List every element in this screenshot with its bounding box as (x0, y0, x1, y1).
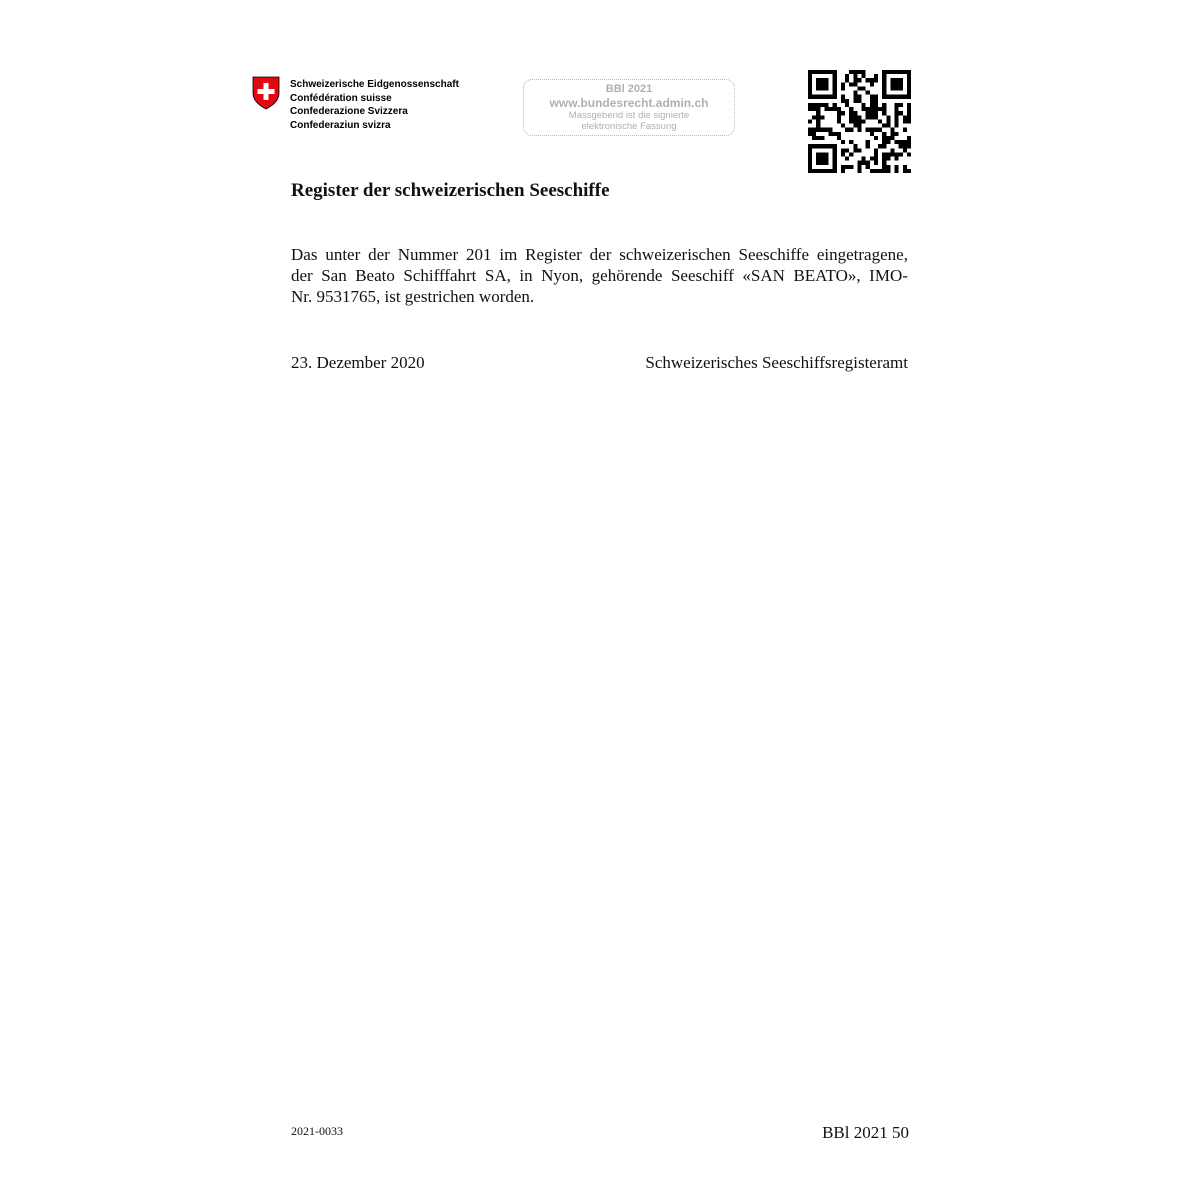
body-line-3: Nr. 9531765, ist gestrichen worden. (291, 287, 535, 306)
document-body (291, 244, 908, 307)
document-date: 23. Dezember 2020 (291, 353, 425, 372)
stamp-url: www.bundesrecht.admin.ch (549, 96, 709, 110)
confederation-name-rm: Confederaziun svizra (290, 119, 391, 131)
document-number: 2021-0033 (291, 1124, 343, 1138)
stamp-note-line1: Massgebend ist die signierte (568, 110, 690, 121)
confederation-name-de: Schweizerische Eidgenossenschaft (290, 79, 459, 90)
confederation-name-fr: Confédération suisse (290, 92, 392, 104)
bbl-reference: BBl 2021 50 (822, 1123, 909, 1142)
publication-stamp (523, 79, 735, 136)
document-title: Register der schweizerischen Seeschiffe (291, 180, 610, 201)
qr-code-icon (808, 70, 911, 173)
confederation-name-it: Confederazione Svizzera (290, 106, 408, 117)
body-line-1: Das unter der Nummer 201 im Register der schweizerischen Seeschiffe eingetragene, (291, 245, 908, 264)
issuing-authority: Schweizerisches Seeschiffsregisteramt (645, 353, 908, 372)
body-line-2: der San Beato Schifffahrt SA, in Nyon, gehörende Seeschiff «SAN BEATO», IMO- (291, 266, 908, 285)
stamp-title: BBl 2021 (605, 83, 653, 95)
stamp-note-line2: elektronische Fassung (581, 121, 677, 132)
swiss-cross-shield-icon (252, 76, 280, 110)
confederation-names (290, 78, 459, 132)
